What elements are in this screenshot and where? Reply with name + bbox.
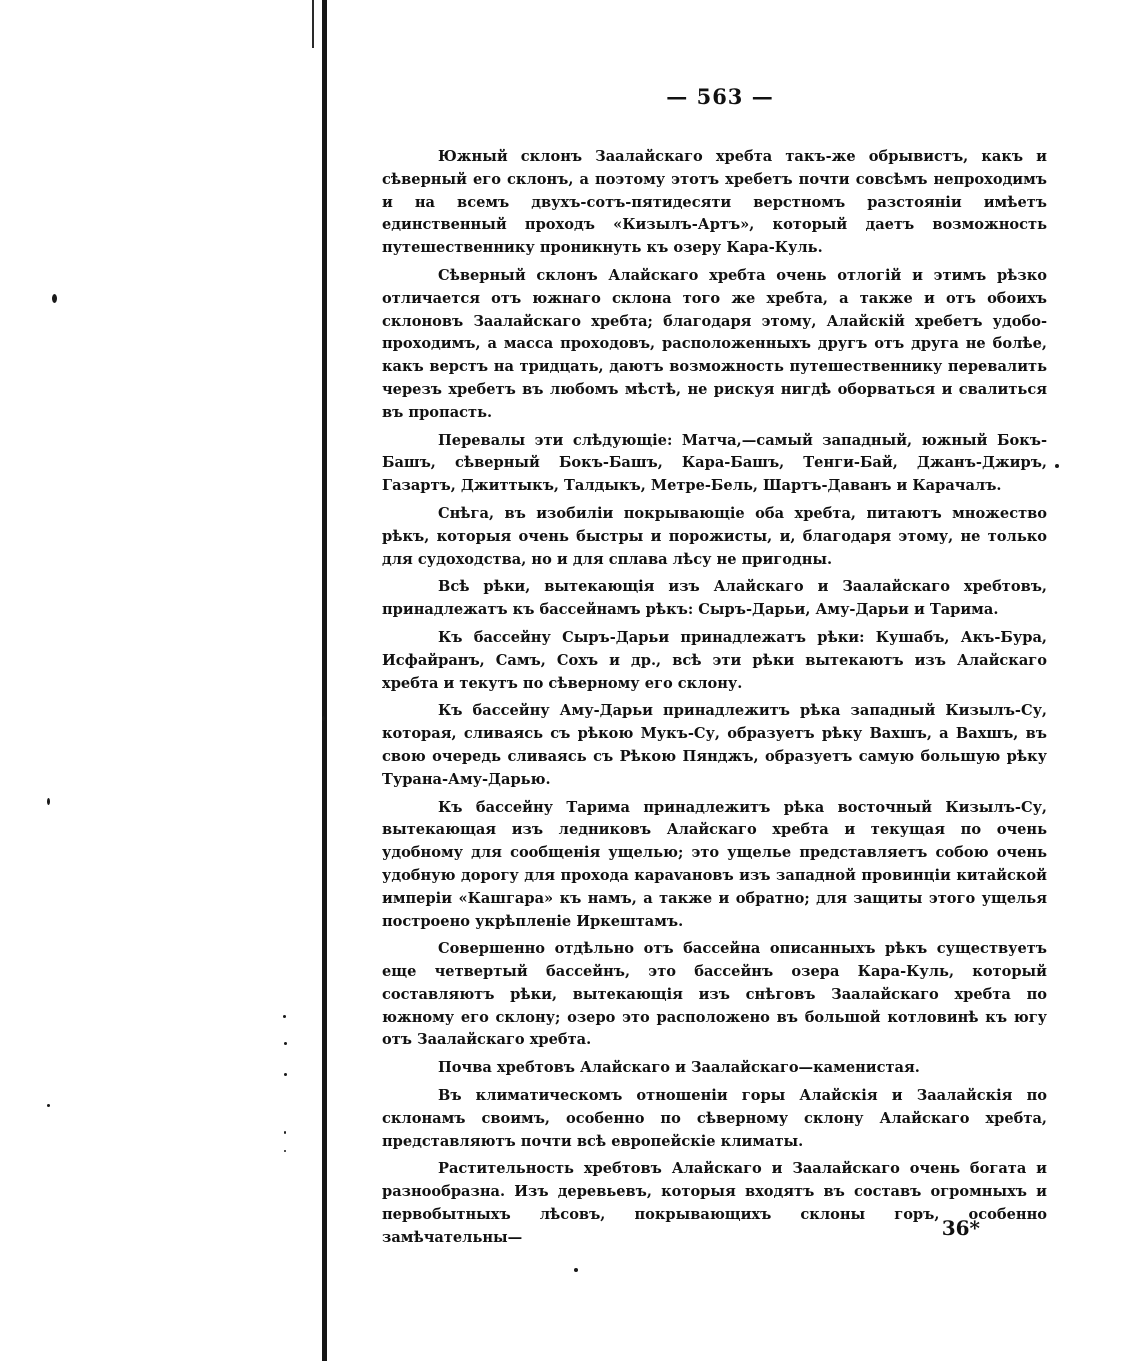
scan-speck xyxy=(322,716,325,721)
paragraph: Снѣга, въ изобиліи покрывающіе оба хребта, питаютъ множество рѣкъ, которыя очень быстры и порожисты, и, благодаря этому, не только для судоходства, но и для сплава лѣсу не пригодны. xyxy=(382,504,1047,568)
scan-speck xyxy=(47,1104,50,1107)
paragraph: Растительность хребтовъ Алайскаго и Заалайскаго очень богата и разнообразна. Изъ деревьевъ, которыя входятъ въ составъ огромныхъ и первобытныхъ лѣсовъ, покрывающихъ склоны горъ, особенно замѣчательны— xyxy=(382,1160,1047,1246)
paragraph: Почва хребтовъ Алайскаго и Заалайскаго—каменистая. xyxy=(438,1059,920,1077)
page-number: — 563 — xyxy=(666,84,774,109)
paragraph: Въ климатическомъ отношеніи горы Алайскія и Заалайскія по склонамъ своимъ, особенно по сѣверному склону Алайскаго хребта, представляютъ почти всѣ европейскіе климаты. xyxy=(382,1087,1047,1150)
paragraph: Сѣверный склонъ Алайскаго хребта очень отлогій и этимъ рѣзко отличается отъ южнаго склона того же хребта, а также и отъ обоихъ склоновъ Заалайскаго хребта; благодаря этому, Алайскій хребетъ удобо-проходимъ, а масса проходовъ, расположенныхъ другъ отъ друга не болѣе, какъ верстъ на тридцать, даютъ возможность путешественнику перевалить черезъ хребетъ въ любомъ мѣстѣ, не рискуя нигдѣ оборваться и свалиться въ пропасть. xyxy=(382,266,1047,421)
scan-speck xyxy=(1055,464,1059,468)
scan-speck xyxy=(284,1073,287,1076)
paragraph: Къ бассейну Тарима принадлежитъ рѣка восточный Кизылъ-Су, вытекающая изъ ледниковъ Алайскаго хребта и текущая по очень удобному для сообщенія ущелью; это ущелье представляетъ собою очень удобную дорогу для прохода карavановъ изъ западной провинціи китайской имперіи «Кашгара» къ намъ, а также и обратно; для защиты этого ущелья построено укрѣпленіе Иркештамъ. xyxy=(382,798,1047,930)
paragraph: Южный склонъ Заалайскаго хребта такъ-же обрывистъ, какъ и сѣверный его склонъ, а поэтому этотъ хребетъ почти совсѣмъ непроходимъ и на всемъ двухъ-сотъ-пятидесяти верстномъ разстояніи имѣетъ единственный проходъ «Кизылъ-Артъ», который даетъ возможность путешественнику проникнуть къ озеру Кара-Куль. xyxy=(382,148,1047,257)
scan-speck xyxy=(284,1042,287,1045)
paragraph: Перевалы эти слѣдующіе: Матча,—самый западный, южный Бокъ-Башъ, сѣверный Бокъ-Башъ, Кара-Башъ, Тенги-Бай, Джанъ-Джиръ, Газартъ, Джиттыкъ, Талдыкъ, Метре-Бель, Шартъ-Даванъ и Карачалъ. xyxy=(382,431,1047,495)
scan-speck xyxy=(283,1015,286,1018)
scan-speck xyxy=(284,1150,286,1152)
binding-edge-line xyxy=(322,0,327,1361)
scan-speck xyxy=(284,1131,286,1134)
paragraph: Всѣ рѣки, вытекающія изъ Алайскаго и Заалайскаго хребтовъ, принадлежатъ къ бассейнамъ рѣкъ: Сыръ-Дарьи, Аму-Дарьи и Тарима. xyxy=(382,578,1047,619)
scan-speck xyxy=(52,294,57,303)
paragraph: Къ бассейну Аму-Дарьи принадлежитъ рѣка западный Кизылъ-Су, которая, сливаясь съ рѣкою Мукъ-Су, образуетъ рѣку Вахшъ, а Вахшъ, въ свою очередь сливаясь съ Рѣкою Пянджъ, образуетъ самую большую рѣку Турана-Аму-Дарью. xyxy=(382,702,1047,788)
body-text xyxy=(382,146,1047,1255)
binding-edge-mark xyxy=(312,0,314,48)
scan-speck xyxy=(47,798,50,805)
paragraph: Къ бассейну Сыръ-Дарьи принадлежатъ рѣки: Кушабъ, Акъ-Бура, Исфайранъ, Самъ, Сохъ и др., всѣ эти рѣки вытекаютъ изъ Алайскаго хребта и текутъ по сѣверному его склону. xyxy=(382,628,1047,692)
signature-mark: 36* xyxy=(941,1216,980,1240)
paragraph: Совершенно отдѣльно отъ бассейна описанныхъ рѣкъ существуетъ еще четвертый бассейнъ, это бассейнъ озера Кара-Куль, который составляютъ рѣки, вытекающія изъ снѣговъ Заалайскаго хребта по южному его склону; озеро это расположено въ большой котловинѣ къ югу отъ Заалайскаго хребта. xyxy=(382,940,1047,1049)
scan-speck xyxy=(574,1268,578,1272)
